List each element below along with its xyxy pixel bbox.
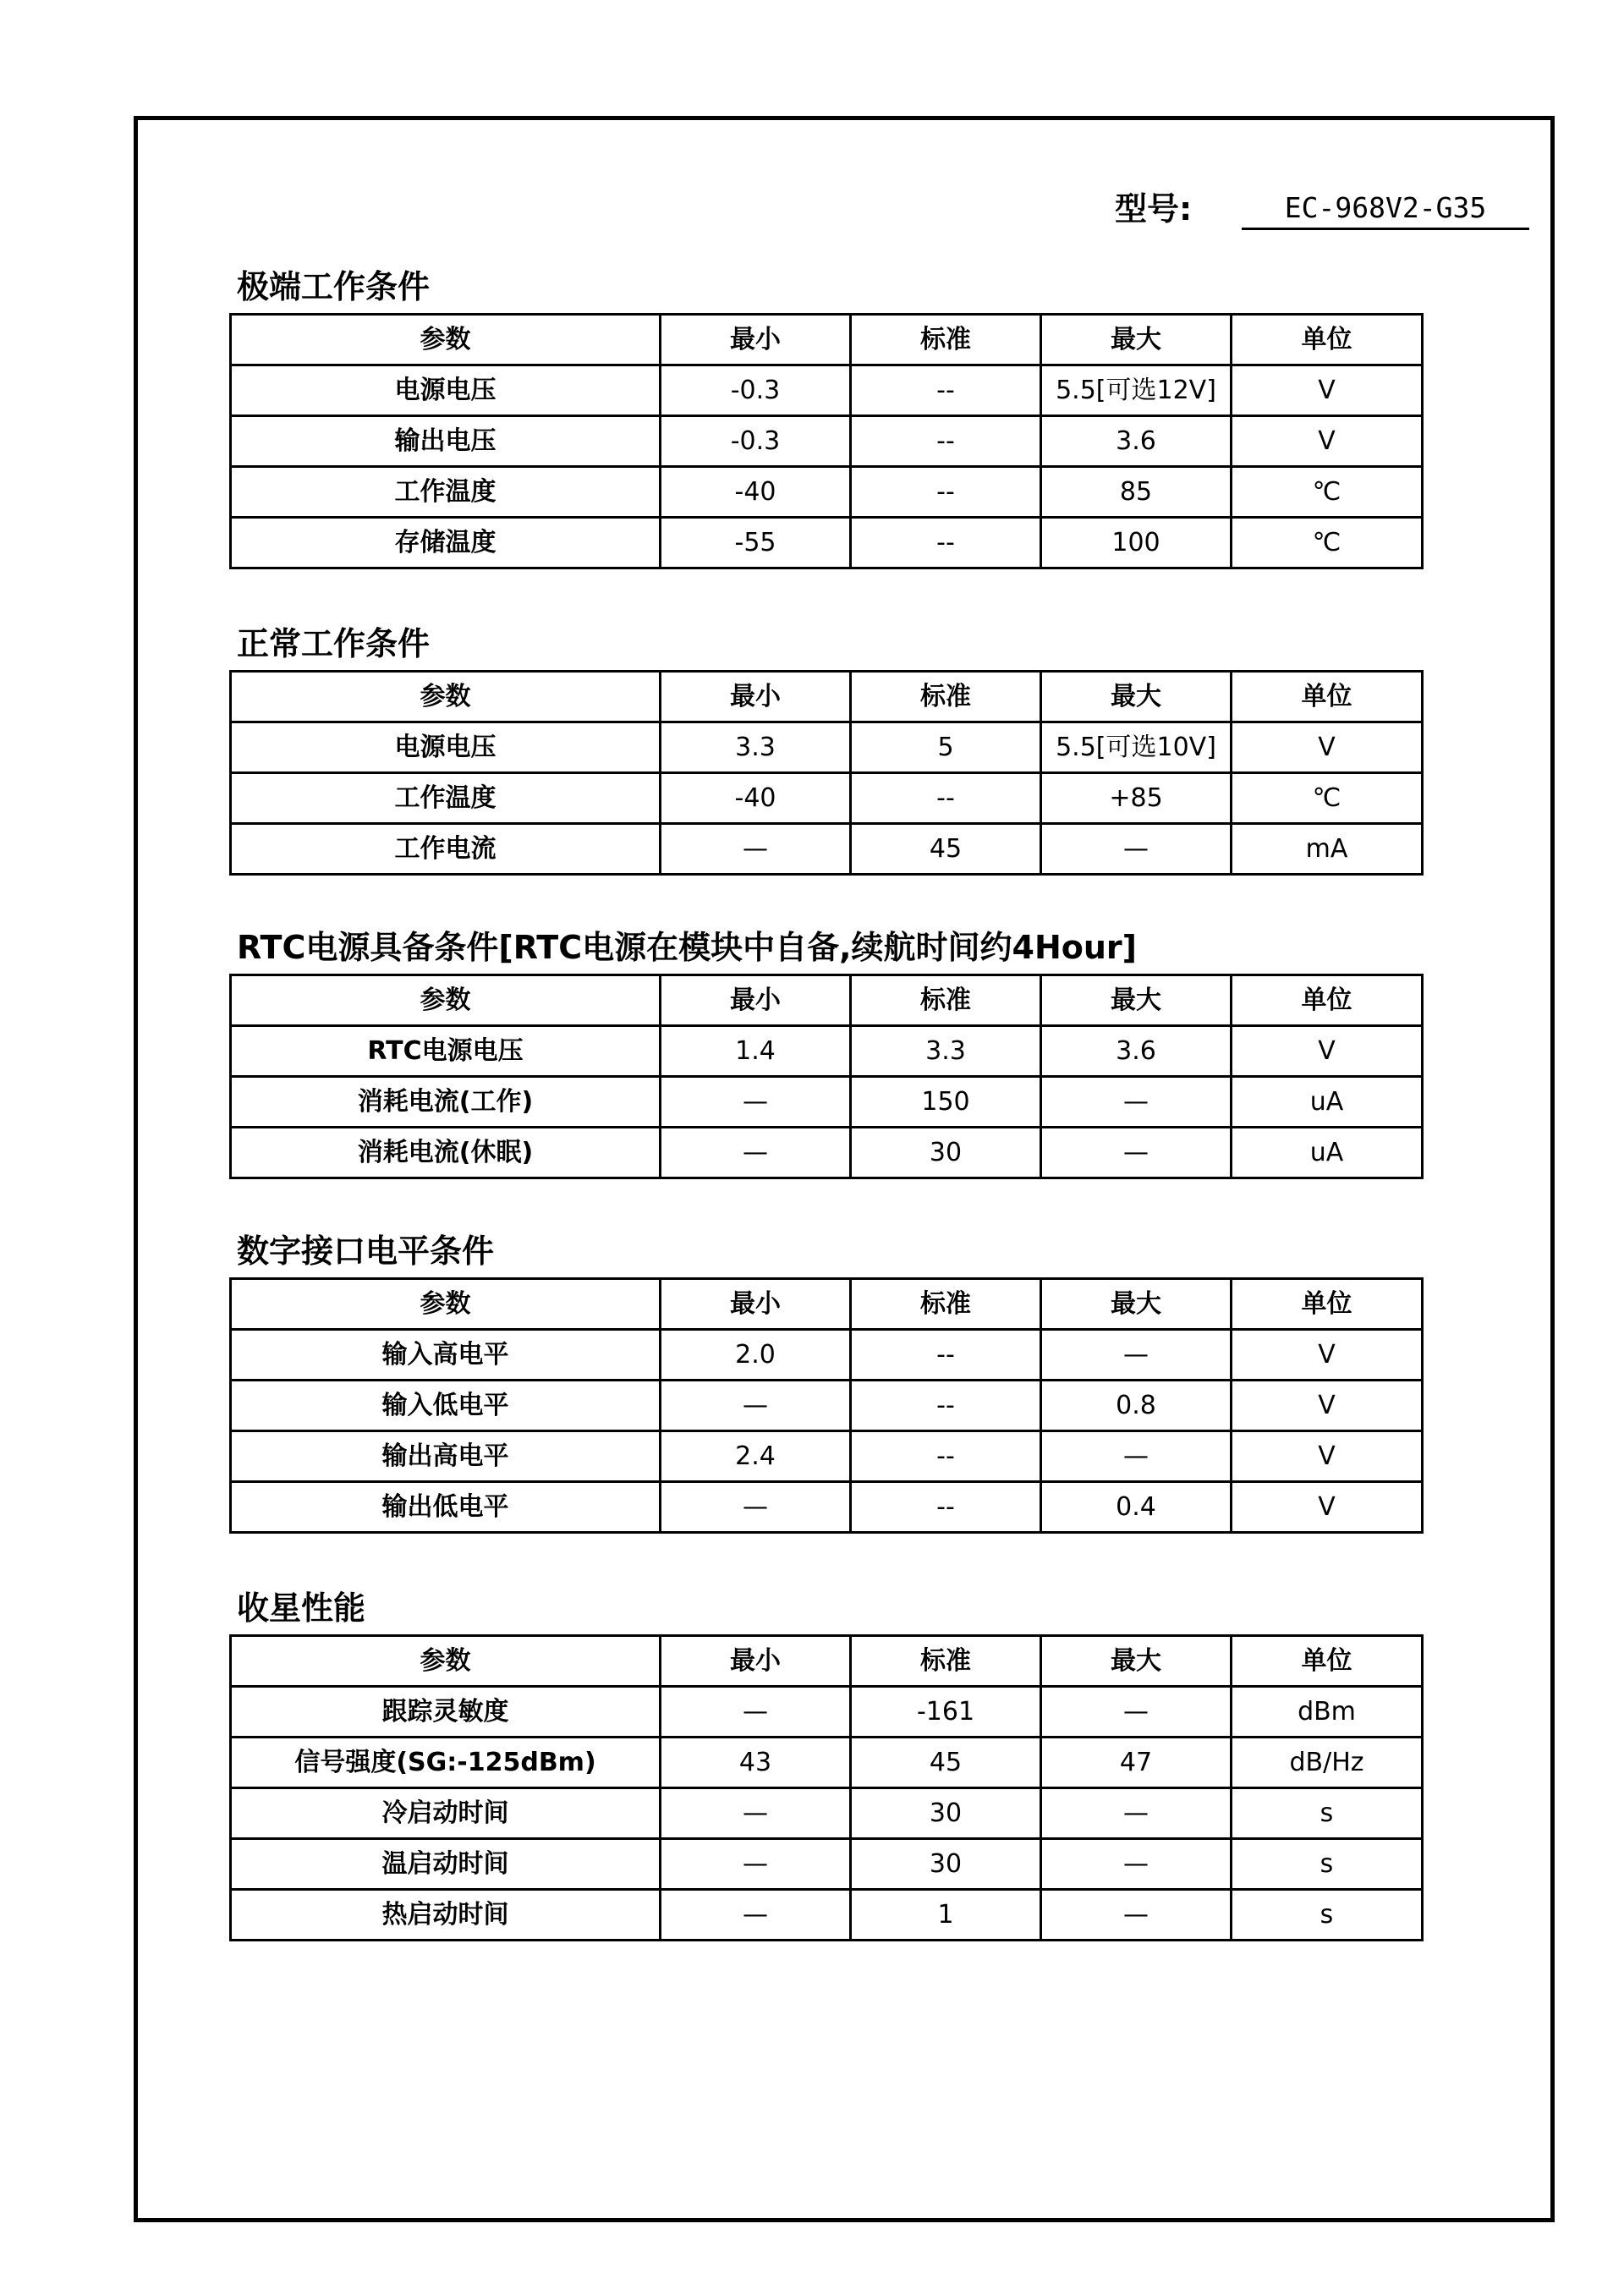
table-header-row: [231, 672, 1423, 722]
table-digital-interface: [229, 1277, 1424, 1534]
cell-max: +85: [1041, 773, 1232, 824]
cell-unit: V: [1232, 365, 1423, 416]
header-typ: 标准: [851, 1279, 1041, 1330]
cell-param: 输入高电平: [231, 1330, 661, 1381]
cell-min: —: [661, 1381, 851, 1431]
header-min: 最小: [661, 1636, 851, 1687]
header-min: 最小: [661, 1279, 851, 1330]
header-param: 参数: [231, 975, 661, 1026]
cell-min: -55: [661, 518, 851, 568]
cell-min: —: [661, 1890, 851, 1941]
cell-typ: --: [851, 365, 1041, 416]
cell-max: 47: [1041, 1738, 1232, 1788]
table-row: [231, 1788, 1423, 1839]
header-max: 最大: [1041, 1636, 1232, 1687]
cell-min: —: [661, 1482, 851, 1533]
table-row: [231, 365, 1423, 416]
cell-min: —: [661, 824, 851, 875]
cell-max: —: [1041, 1687, 1232, 1738]
cell-unit: uA: [1232, 1128, 1423, 1178]
header-param: 参数: [231, 1636, 661, 1687]
cell-min: —: [661, 1687, 851, 1738]
cell-max: 85: [1041, 467, 1232, 518]
cell-max: 0.8: [1041, 1381, 1232, 1431]
cell-unit: V: [1232, 1026, 1423, 1077]
cell-unit: s: [1232, 1839, 1423, 1890]
cell-param: 电源电压: [231, 722, 661, 773]
cell-param: 温启动时间: [231, 1839, 661, 1890]
cell-param: 冷启动时间: [231, 1788, 661, 1839]
header-min: 最小: [661, 315, 851, 365]
header-unit: 单位: [1232, 975, 1423, 1026]
cell-typ: 45: [851, 1738, 1041, 1788]
section-title-receiver-performance: 收星性能: [237, 1589, 366, 1627]
table-row: [231, 1839, 1423, 1890]
cell-max: 0.4: [1041, 1482, 1232, 1533]
cell-param: 热启动时间: [231, 1890, 661, 1941]
cell-param: 电源电压: [231, 365, 661, 416]
cell-typ: --: [851, 416, 1041, 467]
cell-typ: 1: [851, 1890, 1041, 1941]
cell-param: 消耗电流(工作): [231, 1077, 661, 1128]
table-row: [231, 722, 1423, 773]
cell-unit: ℃: [1232, 773, 1423, 824]
cell-typ: 30: [851, 1788, 1041, 1839]
header-unit: 单位: [1232, 1279, 1423, 1330]
model-number: [1115, 179, 1529, 230]
cell-param: 信号强度(SG:-125dBm): [231, 1738, 661, 1788]
header-max: 最大: [1041, 315, 1232, 365]
cell-unit: V: [1232, 1330, 1423, 1381]
cell-max: —: [1041, 824, 1232, 875]
cell-unit: s: [1232, 1788, 1423, 1839]
cell-min: -40: [661, 773, 851, 824]
table-row: [231, 518, 1423, 568]
cell-typ: -161: [851, 1687, 1041, 1738]
cell-unit: dB/Hz: [1232, 1738, 1423, 1788]
cell-min: -0.3: [661, 416, 851, 467]
section-title-extreme-conditions: 极端工作条件: [237, 268, 431, 305]
table-normal-conditions: [229, 670, 1424, 876]
header-unit: 单位: [1232, 672, 1423, 722]
table-receiver-performance: [229, 1634, 1424, 1941]
cell-max: —: [1041, 1077, 1232, 1128]
header-typ: 标准: [851, 975, 1041, 1026]
cell-max: —: [1041, 1330, 1232, 1381]
cell-unit: mA: [1232, 824, 1423, 875]
cell-min: 2.0: [661, 1330, 851, 1381]
header-param: 参数: [231, 315, 661, 365]
table-row: [231, 1687, 1423, 1738]
header-typ: 标准: [851, 1636, 1041, 1687]
cell-typ: --: [851, 518, 1041, 568]
cell-min: 3.3: [661, 722, 851, 773]
table-row: [231, 1026, 1423, 1077]
cell-max: 5.5[可选12V]: [1041, 365, 1232, 416]
model-label: 型号:: [1115, 190, 1193, 228]
table-header-row: [231, 975, 1423, 1026]
model-value: EC-968V2-G35: [1242, 189, 1529, 230]
cell-param: 消耗电流(休眠): [231, 1128, 661, 1178]
table-rtc-conditions: [229, 974, 1424, 1179]
cell-typ: 30: [851, 1128, 1041, 1178]
cell-unit: V: [1232, 1482, 1423, 1533]
cell-typ: 150: [851, 1077, 1041, 1128]
table-header-row: [231, 1279, 1423, 1330]
cell-param: 工作温度: [231, 467, 661, 518]
cell-unit: ℃: [1232, 467, 1423, 518]
cell-max: 5.5[可选10V]: [1041, 722, 1232, 773]
cell-param: RTC电源电压: [231, 1026, 661, 1077]
cell-max: —: [1041, 1128, 1232, 1178]
cell-param: 输入低电平: [231, 1381, 661, 1431]
table-row: [231, 1381, 1423, 1431]
section-title-digital-interface: 数字接口电平条件: [237, 1233, 495, 1270]
cell-param: 工作温度: [231, 773, 661, 824]
cell-unit: V: [1232, 722, 1423, 773]
header-typ: 标准: [851, 315, 1041, 365]
cell-typ: --: [851, 1330, 1041, 1381]
cell-param: 跟踪灵敏度: [231, 1687, 661, 1738]
cell-typ: 3.3: [851, 1026, 1041, 1077]
cell-max: 3.6: [1041, 1026, 1232, 1077]
cell-param: 输出低电平: [231, 1482, 661, 1533]
cell-unit: uA: [1232, 1077, 1423, 1128]
cell-typ: --: [851, 1381, 1041, 1431]
cell-min: 1.4: [661, 1026, 851, 1077]
cell-min: —: [661, 1077, 851, 1128]
cell-unit: V: [1232, 1381, 1423, 1431]
cell-unit: ℃: [1232, 518, 1423, 568]
table-row: [231, 1077, 1423, 1128]
cell-max: —: [1041, 1890, 1232, 1941]
cell-typ: --: [851, 1431, 1041, 1482]
table-row: [231, 824, 1423, 875]
cell-min: -40: [661, 467, 851, 518]
header-unit: 单位: [1232, 1636, 1423, 1687]
header-unit: 单位: [1232, 315, 1423, 365]
cell-unit: dBm: [1232, 1687, 1423, 1738]
cell-max: 3.6: [1041, 416, 1232, 467]
cell-min: —: [661, 1128, 851, 1178]
table-header-row: [231, 315, 1423, 365]
cell-param: 存储温度: [231, 518, 661, 568]
header-param: 参数: [231, 672, 661, 722]
table-extreme-conditions: [229, 313, 1424, 569]
table-row: [231, 1482, 1423, 1533]
header-min: 最小: [661, 975, 851, 1026]
cell-typ: --: [851, 467, 1041, 518]
cell-unit: V: [1232, 1431, 1423, 1482]
cell-max: —: [1041, 1788, 1232, 1839]
cell-param: 输出电压: [231, 416, 661, 467]
cell-min: —: [661, 1839, 851, 1890]
table-row: [231, 416, 1423, 467]
section-title-rtc-conditions: RTC电源具备条件[RTC电源在模块中自备,续航时间约4Hour]: [237, 929, 1138, 966]
cell-max: —: [1041, 1839, 1232, 1890]
header-param: 参数: [231, 1279, 661, 1330]
table-row: [231, 1738, 1423, 1788]
cell-max: 100: [1041, 518, 1232, 568]
cell-typ: --: [851, 1482, 1041, 1533]
cell-min: 43: [661, 1738, 851, 1788]
cell-max: —: [1041, 1431, 1232, 1482]
cell-typ: --: [851, 773, 1041, 824]
cell-param: 工作电流: [231, 824, 661, 875]
header-max: 最大: [1041, 1279, 1232, 1330]
table-header-row: [231, 1636, 1423, 1687]
table-row: [231, 1431, 1423, 1482]
cell-unit: s: [1232, 1890, 1423, 1941]
header-min: 最小: [661, 672, 851, 722]
cell-min: -0.3: [661, 365, 851, 416]
cell-typ: 45: [851, 824, 1041, 875]
cell-param: 输出高电平: [231, 1431, 661, 1482]
cell-typ: 30: [851, 1839, 1041, 1890]
header-max: 最大: [1041, 672, 1232, 722]
table-row: [231, 1128, 1423, 1178]
table-row: [231, 773, 1423, 824]
table-row: [231, 1330, 1423, 1381]
header-max: 最大: [1041, 975, 1232, 1026]
cell-unit: V: [1232, 416, 1423, 467]
table-row: [231, 467, 1423, 518]
header-typ: 标准: [851, 672, 1041, 722]
cell-min: —: [661, 1788, 851, 1839]
section-title-normal-conditions: 正常工作条件: [237, 625, 431, 662]
cell-min: 2.4: [661, 1431, 851, 1482]
cell-typ: 5: [851, 722, 1041, 773]
table-row: [231, 1890, 1423, 1941]
